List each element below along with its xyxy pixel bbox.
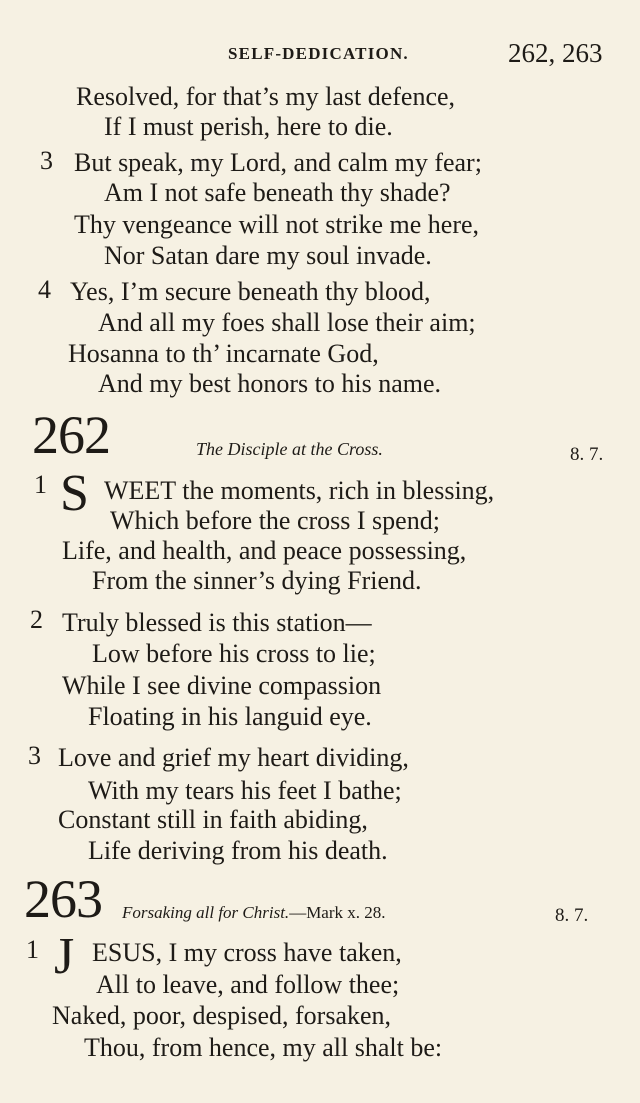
continuation-line: If I must perish, here to die. bbox=[104, 112, 393, 141]
verse-line: WEET the moments, rich in blessing, bbox=[104, 476, 495, 505]
verse-line: Love and grief my heart dividing, bbox=[58, 743, 409, 772]
verse-line: Am I not safe beneath thy shade? bbox=[104, 178, 451, 207]
verse-line: And my best honors to his name. bbox=[98, 369, 442, 398]
verse-number: 1 bbox=[26, 935, 39, 964]
hymn-title bbox=[122, 904, 386, 921]
verse-line: Which before the cross I spend; bbox=[110, 506, 440, 535]
verse-number: 1 bbox=[34, 470, 47, 499]
verse-line: And all my foes shall lose their aim; bbox=[98, 308, 476, 337]
hymn-number: 263 bbox=[24, 869, 102, 929]
verse-line: Naked, poor, despised, forsaken, bbox=[52, 1001, 392, 1030]
hymn-meter: 8. 7. bbox=[555, 905, 589, 926]
verse-line: Floating in his languid eye. bbox=[88, 702, 372, 731]
verse-line: With my tears his feet I bathe; bbox=[88, 776, 402, 805]
verse-number: 2 bbox=[30, 605, 43, 634]
verse-line: All to leave, and follow thee; bbox=[96, 970, 400, 999]
verse-line: Truly blessed is this station— bbox=[62, 608, 372, 637]
verse-line: Life, and health, and peace possessing, bbox=[62, 536, 467, 565]
drop-cap: S bbox=[60, 465, 89, 522]
verse-line: Nor Satan dare my soul invade. bbox=[104, 241, 432, 270]
verse-line: Life deriving from his death. bbox=[88, 836, 388, 865]
verse-line: Thy vengeance will not strike me here, bbox=[74, 210, 480, 239]
hymn-title: The Disciple at the Cross. bbox=[196, 439, 383, 459]
running-header-title: SELF-DEDICATION. bbox=[228, 44, 409, 63]
verse-line: Low before his cross to lie; bbox=[92, 639, 376, 668]
verse-line: Thou, from hence, my all shalt be: bbox=[84, 1033, 443, 1062]
verse-number: 4 bbox=[38, 275, 51, 304]
drop-cap: J bbox=[54, 928, 75, 985]
hymn-scripture-reference: —Mark x. 28. bbox=[289, 903, 386, 922]
verse-line: Yes, I’m secure beneath thy blood, bbox=[70, 277, 431, 306]
verse-line: ESUS, I my cross have taken, bbox=[92, 938, 402, 967]
continuation-line: Resolved, for that’s my last defence, bbox=[76, 82, 456, 111]
hymn-number: 262 bbox=[32, 405, 110, 465]
hymn-meter: 8. 7. bbox=[570, 444, 604, 465]
verse-line: Constant still in faith abiding, bbox=[58, 805, 368, 834]
verse-number: 3 bbox=[28, 741, 41, 770]
verse-line: But speak, my Lord, and calm my fear; bbox=[74, 148, 482, 177]
verse-line: From the sinner’s dying Friend. bbox=[92, 566, 422, 595]
running-header-page-numbers: 262, 263 bbox=[508, 38, 603, 68]
verse-line: While I see divine compassion bbox=[62, 671, 382, 700]
hymn-title-text: Forsaking all for Christ. bbox=[122, 903, 290, 922]
verse-number: 3 bbox=[40, 146, 53, 175]
verse-line: Hosanna to th’ incarnate God, bbox=[68, 339, 379, 368]
